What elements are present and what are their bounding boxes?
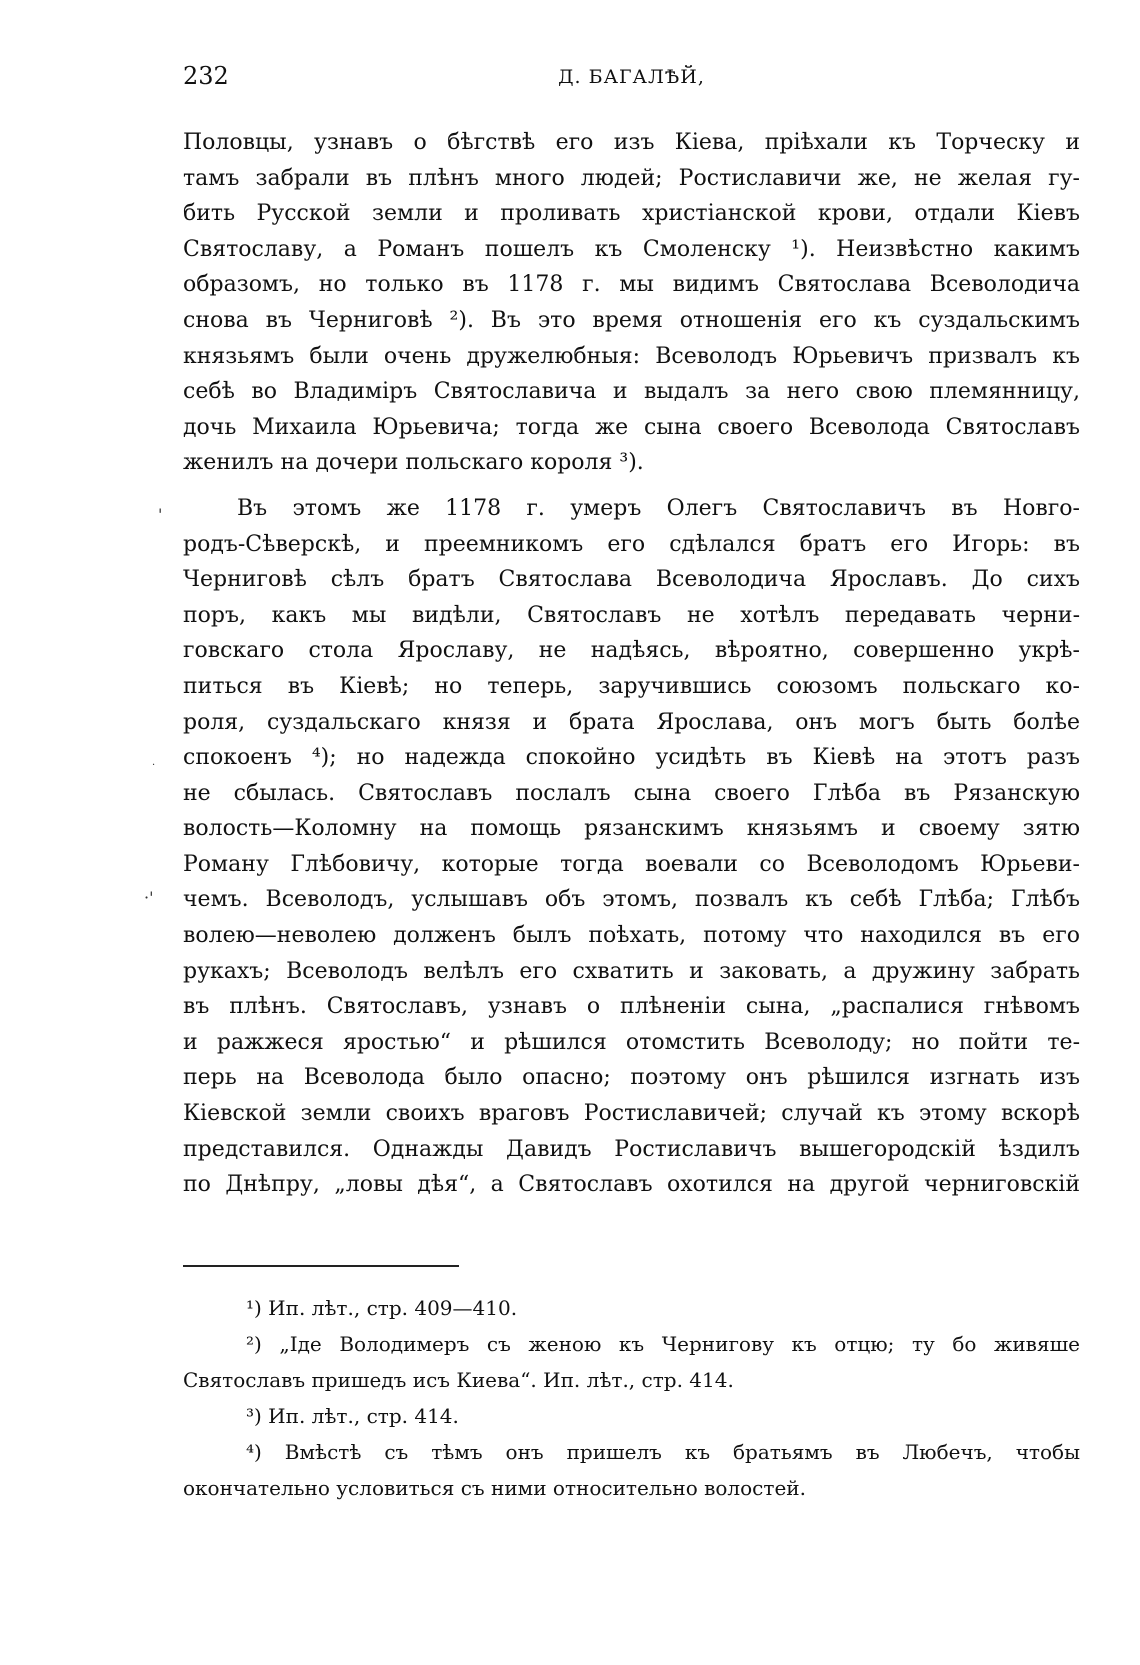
text-line: поръ, какъ мы видѣли, Святославъ не хотѣлъ передавать черни- (183, 602, 1080, 628)
text-line: князьямъ были очень дружелюбныя: Всеволодъ Юрьевичъ призвалъ къ (183, 343, 1080, 369)
text-line: Черниговѣ сѣлъ братъ Святослава Всеволодича Ярославъ. До сихъ (183, 567, 1080, 593)
footnote-2-continued: Святославъ пришедъ исъ Киева“. Ип. лѣт., стр. 414. (183, 1368, 734, 1392)
text-line: Святославу, а Романъ пошелъ къ Смоленску ¹). Неизвѣстно какимъ (183, 236, 1080, 262)
text-line: снова въ Черниговѣ ²). Въ это время отношенія его къ суздальскимъ (183, 307, 1080, 333)
footnote-2: ²) „Іде Володимеръ съ женою къ Чернигову къ отцю; ту бо живяше (246, 1332, 1080, 1356)
page-header (183, 62, 1080, 102)
margin-speck: ' (158, 505, 163, 524)
text-line: чемъ. Всеволодъ, услышавъ объ этомъ, позвалъ къ себѣ Глѣба; Глѣбъ (183, 887, 1080, 913)
text-line: родъ-Сѣверскѣ, и преемникомъ его сдѣлался братъ его Игорь: въ (183, 531, 1080, 557)
text-line: говскаго стола Ярославу, не надѣясь, вѣроятно, совершенно укрѣ- (183, 638, 1080, 664)
footnotes (183, 1290, 1080, 1506)
text-line: Роману Глѣбовичу, которые тогда воевали со Всеволодомъ Юрьеви- (183, 851, 1080, 877)
text-line: рукахъ; Всеволодъ велѣлъ его схватить и заковать, а дружину забрать (183, 958, 1080, 984)
running-head: Д. БАГАЛѢЙ, (558, 66, 705, 88)
text-line: дочь Михаила Юрьевича; тогда же сына своего Всеволода Святославъ (183, 414, 1080, 440)
text-line: волею—неволею долженъ былъ поѣхать, потому что находился въ его (183, 923, 1080, 949)
footnote-1: ¹) Ип. лѣт., стр. 409—410. (246, 1296, 518, 1320)
text-line: перь на Всеволода было опасно; поэтому онъ рѣшился изгнать изъ (183, 1065, 1080, 1091)
text-line: тамъ забрали въ плѣнъ много людей; Ростиславичи же, не желая гу- (183, 165, 1080, 191)
text-line: питься въ Кіевѣ; но теперь, заручившись союзомъ польскаго ко- (183, 673, 1080, 699)
text-line: не сбылась. Святославъ послалъ сына своего Глѣба въ Рязанскую (183, 780, 1080, 806)
page-number: 232 (183, 62, 229, 90)
paragraph-start: Въ этомъ же 1178 г. умеръ Олегъ Святославичъ въ Новго- (237, 495, 1080, 521)
text-line: Половцы, узнавъ о бѣгствѣ его изъ Кіева, пріѣхали къ Торческу и (183, 130, 1080, 155)
text-line: образомъ, но только въ 1178 г. мы видимъ Святослава Всеволодича (183, 272, 1080, 298)
footnote-3: ³) Ип. лѣт., стр. 414. (246, 1404, 459, 1428)
text-line: Кіевской земли своихъ враговъ Ростиславичей; случай къ этому вскорѣ (183, 1101, 1080, 1127)
text-line: роля, суздальскаго князя и брата Ярослава, онъ могъ быть болѣе (183, 709, 1080, 735)
text-line: по Днѣпру, „ловы дѣя“, а Святославъ охотился на другой черниговскій (183, 1172, 1080, 1198)
footnote-4: ⁴) Вмѣстѣ съ тѣмъ онъ пришелъ къ братьямъ въ Любечъ, чтобы (246, 1440, 1080, 1464)
text-line: волость—Коломну на помощь рязанскимъ князьямъ и своему зятю (183, 816, 1080, 842)
text-line: женилъ на дочери польскаго короля ³). (183, 450, 644, 476)
text-line: спокоенъ ⁴); но надежда спокойно усидѣть въ Кіевѣ на этотъ разъ (183, 745, 1080, 771)
text-line: бить Русской земли и проливать христіанской крови, отдали Кіевъ (183, 201, 1080, 227)
text-line: въ плѣнъ. Святославъ, узнавъ о плѣненіи сына, „распалися гнѣвомъ (183, 994, 1080, 1020)
footnote-divider (183, 1265, 459, 1267)
margin-speck: · (152, 760, 156, 771)
text-line: представился. Однажды Давидъ Ростиславичъ вышегородскій ѣздилъ (183, 1136, 1080, 1162)
text-line: себѣ во Владиміръ Святославича и выдалъ за него свою племянницу, (183, 379, 1080, 405)
main-text (183, 125, 1080, 1203)
text-line: и ражжеся яростью“ и рѣшился отомстить Всеволоду; но пойти те- (183, 1029, 1080, 1055)
footnote-4-continued: окончательно условиться съ ними относительно волостей. (183, 1476, 806, 1500)
margin-speck: ·' (144, 888, 154, 907)
